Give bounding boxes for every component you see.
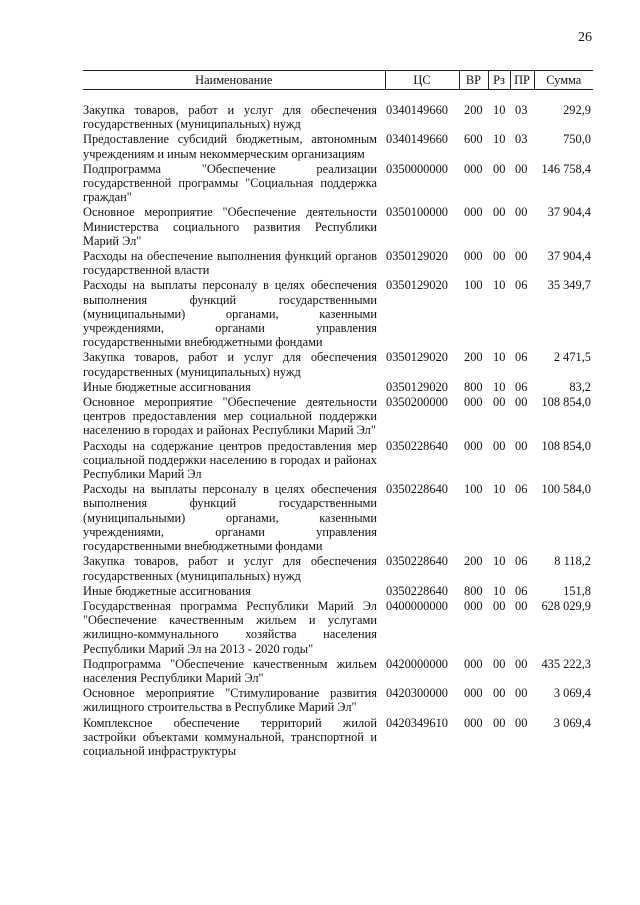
row-name: Комплексное обеспечение территорий жилой застройки объектами коммунальной, транспортной и социальной инфраструктуры — [83, 715, 377, 758]
row-vr: 000 — [464, 715, 483, 730]
row-pr: 06 — [515, 278, 528, 293]
row-vr: 100 — [464, 482, 483, 497]
row-rz: 10 — [493, 379, 506, 394]
row-sum: 2 471,5 — [553, 350, 591, 365]
row-name: Расходы на содержание центров предоставления мер социальной поддержки населению в городах и районах Республики Марий Эл — [83, 438, 377, 482]
row-rz: 00 — [493, 598, 506, 613]
row-sum: 83,2 — [569, 379, 591, 394]
row-name: Расходы на выплаты персоналу в целях обеспечения выполнения функций государственными (муниципальными) органами, казенными учреждениями, органами управления государственными внебюджетными фондами — [83, 482, 377, 554]
row-cs: 0350129020 — [386, 278, 448, 293]
row-name: Закупка товаров, работ и услуг для обеспечения государственных (муниципальных) нужд — [83, 103, 377, 132]
row-cs: 0350228640 — [386, 438, 448, 453]
row-cs: 0350200000 — [386, 395, 448, 410]
table-row — [83, 482, 593, 554]
row-rz: 00 — [493, 686, 506, 701]
row-sum: 292,9 — [563, 103, 591, 117]
row-pr: 00 — [515, 715, 528, 730]
row-rz: 10 — [493, 103, 506, 117]
row-sum: 100 584,0 — [541, 482, 591, 497]
row-vr: 000 — [464, 249, 483, 264]
row-name: Государственная программа Республики Марий Эл "Обеспечение качественным жильем и услугами жилищно-коммунального хозяйства населения Республики Марий Эл на 2013 - 2020 годы" — [83, 598, 377, 656]
row-name: Подпрограмма "Обеспечение качественным жильем населения Республики Марий Эл" — [83, 656, 377, 685]
row-pr: 00 — [515, 438, 528, 453]
row-pr: 00 — [515, 686, 528, 701]
row-vr: 000 — [464, 656, 483, 671]
row-sum: 108 854,0 — [541, 438, 591, 453]
table-row — [83, 278, 593, 350]
table-row — [83, 657, 593, 686]
row-cs: 0400000000 — [386, 598, 448, 613]
row-cs: 0350228640 — [386, 583, 448, 598]
row-sum: 628 029,9 — [541, 598, 591, 613]
row-rz: 00 — [493, 205, 506, 220]
row-vr: 600 — [464, 132, 483, 147]
row-sum: 35 349,7 — [547, 278, 591, 293]
row-vr: 200 — [464, 103, 483, 117]
row-vr: 000 — [464, 598, 483, 613]
row-name: Расходы на обеспечение выполнения функций органов государственной власти — [83, 249, 377, 278]
header-vr: ВР — [459, 71, 488, 90]
header-sum: Сумма — [534, 71, 593, 90]
row-rz: 00 — [493, 161, 506, 176]
table-row — [83, 90, 593, 133]
row-pr: 00 — [515, 395, 528, 410]
row-vr: 800 — [464, 583, 483, 598]
row-cs: 0350100000 — [386, 205, 448, 220]
row-sum: 108 854,0 — [541, 395, 591, 410]
row-name: Подпрограмма "Обеспечение реализации государственной программы "Социальная поддержка граждан" — [83, 161, 377, 205]
table-row — [83, 554, 593, 583]
row-pr: 00 — [515, 249, 528, 264]
table-row — [83, 350, 593, 379]
row-rz: 00 — [493, 249, 506, 264]
row-name: Основное мероприятие "Обеспечение деятельности центров предоставления мер социальной поддержки населению в городах и районах Республики Марий Эл" — [83, 395, 377, 438]
table-row — [83, 395, 593, 439]
row-sum: 3 069,4 — [553, 715, 591, 730]
row-vr: 000 — [464, 395, 483, 410]
row-name: Иные бюджетные ассигнования — [83, 583, 251, 598]
header-cs: ЦС — [385, 71, 459, 90]
row-cs: 0350129020 — [386, 350, 448, 365]
row-pr: 03 — [515, 103, 528, 117]
row-vr: 000 — [464, 438, 483, 453]
row-cs: 0420000000 — [386, 656, 448, 671]
row-rz: 10 — [493, 350, 506, 365]
row-vr: 800 — [464, 379, 483, 394]
row-rz: 10 — [493, 278, 506, 293]
header-name: Наименование — [83, 71, 385, 90]
row-vr: 200 — [464, 350, 483, 365]
row-name: Иные бюджетные ассигнования — [83, 379, 251, 394]
row-vr: 000 — [464, 161, 483, 176]
table-row — [83, 439, 593, 483]
row-name: Предоставление субсидий бюджетным, автономным учреждениям и иным некоммерческим организациям — [83, 132, 377, 161]
row-name: Основное мероприятие "Стимулирование развития жилищного строительства в Республике Марий Эл" — [83, 686, 377, 715]
row-cs: 0420300000 — [386, 686, 448, 701]
row-rz: 10 — [493, 482, 506, 497]
budget-table — [83, 70, 593, 759]
row-rz: 10 — [493, 554, 506, 569]
row-vr: 100 — [464, 278, 483, 293]
row-vr: 200 — [464, 554, 483, 569]
row-name: Закупка товаров, работ и услуг для обеспечения государственных (муниципальных) нужд — [83, 554, 377, 583]
row-sum: 146 758,4 — [541, 161, 591, 176]
table-row — [83, 162, 593, 206]
row-sum: 750,0 — [563, 132, 591, 147]
table-row — [83, 686, 593, 715]
row-pr: 06 — [515, 379, 528, 394]
header-pr: ПР — [510, 71, 534, 90]
row-cs: 0350129020 — [386, 379, 448, 394]
row-cs: 0340149660 — [386, 132, 448, 147]
row-rz: 00 — [493, 656, 506, 671]
row-name: Расходы на выплаты персоналу в целях обеспечения выполнения функций государственными (муниципальными) органами, казенными учреждениями, органами управления государственными внебюджетными фондами — [83, 278, 377, 350]
row-pr: 00 — [515, 656, 528, 671]
row-pr: 00 — [515, 161, 528, 176]
row-pr: 00 — [515, 205, 528, 220]
row-sum: 151,8 — [563, 583, 591, 598]
row-cs: 0420349610 — [386, 715, 448, 730]
table-row — [83, 205, 593, 249]
row-sum: 3 069,4 — [553, 686, 591, 701]
row-name: Основное мероприятие "Обеспечение деятельности Министерства социального развития Республики Марий Эл" — [83, 205, 377, 248]
row-pr: 03 — [515, 132, 528, 147]
row-sum: 8 118,2 — [554, 554, 591, 569]
row-cs: 0340149660 — [386, 103, 448, 117]
table-body — [83, 90, 593, 760]
row-cs: 0350228640 — [386, 554, 448, 569]
page-number: 26 — [578, 30, 592, 45]
table-row — [83, 716, 593, 760]
row-vr: 000 — [464, 686, 483, 701]
row-sum: 435 222,3 — [541, 656, 591, 671]
row-rz: 10 — [493, 132, 506, 147]
row-rz: 00 — [493, 395, 506, 410]
row-vr: 000 — [464, 205, 483, 220]
table-row — [83, 584, 593, 599]
row-cs: 0350129020 — [386, 249, 448, 264]
table-row — [83, 249, 593, 278]
row-rz: 10 — [493, 583, 506, 598]
table-row — [83, 599, 593, 657]
row-cs: 0350000000 — [386, 161, 448, 176]
row-name: Закупка товаров, работ и услуг для обеспечения государственных (муниципальных) нужд — [83, 350, 377, 379]
row-pr: 06 — [515, 554, 528, 569]
table-header-row — [83, 71, 593, 90]
row-cs: 0350228640 — [386, 482, 448, 497]
header-rz: Рз — [488, 71, 510, 90]
row-pr: 06 — [515, 583, 528, 598]
row-rz: 00 — [493, 715, 506, 730]
row-pr: 06 — [515, 482, 528, 497]
row-sum: 37 904,4 — [547, 249, 591, 264]
row-sum: 37 904,4 — [547, 205, 591, 220]
table-row — [83, 380, 593, 395]
table-row — [83, 132, 593, 161]
row-pr: 00 — [515, 598, 528, 613]
row-rz: 00 — [493, 438, 506, 453]
row-pr: 06 — [515, 350, 528, 365]
